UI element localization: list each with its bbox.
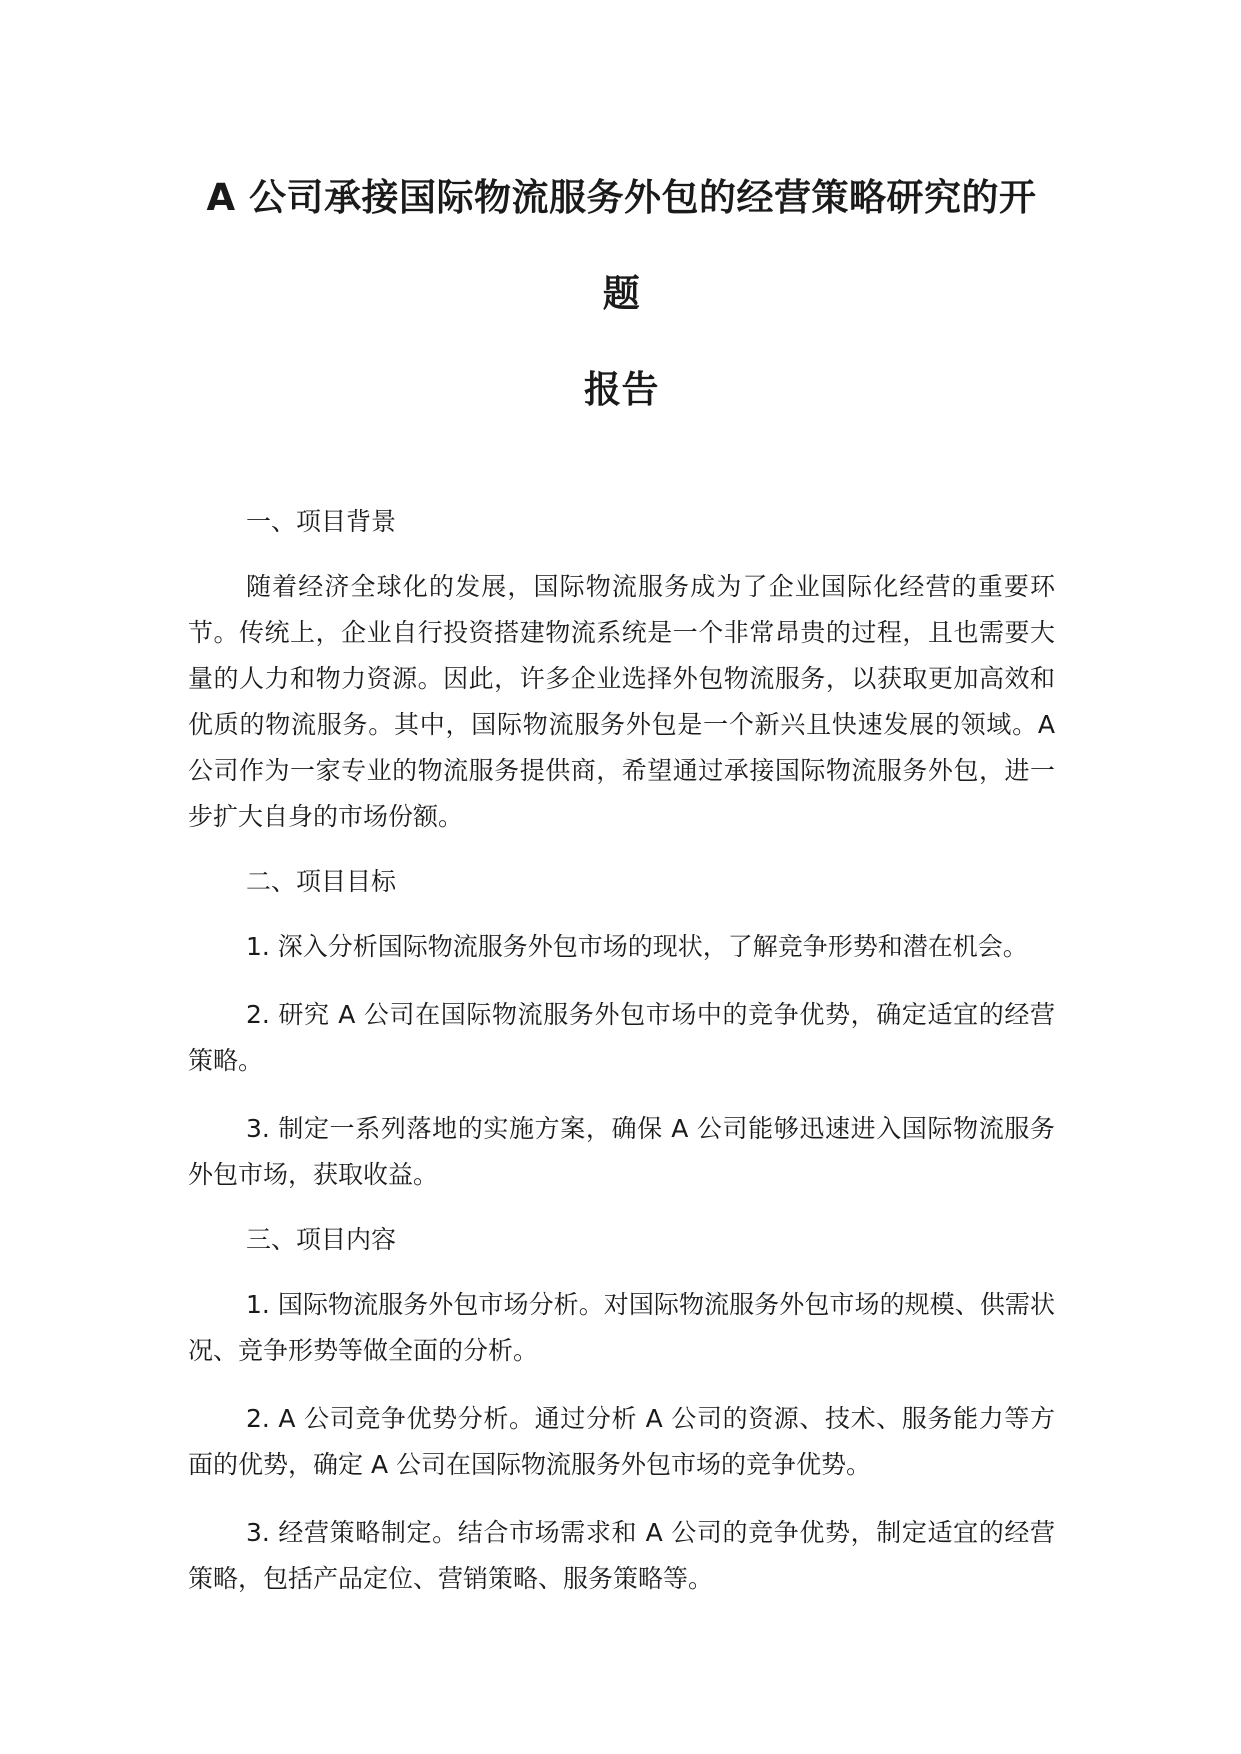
- section-goals: [188, 862, 1055, 1198]
- paragraph: 随着经济全球化的发展，国际物流服务成为了企业国际化经营的重要环节。传统上，企业自行投资搭建物流系统是一个非常昂贵的过程，且也需要大量的人力和物力资源。因此，许多企业选择外包物流服务，以获取更加高效和优质的物流服务。其中，国际物流服务外包是一个新兴且快速发展的领域。A 公司作为一家专业的物流服务提供商，希望通过承接国际物流服务外包，进一步扩大自身的市场份额。: [188, 572, 1055, 831]
- paragraph: 3. 经营策略制定。结合市场需求和 A 公司的竞争优势，制定适宜的经营策略，包括产品定位、营销策略、服务策略等。: [188, 1518, 1055, 1593]
- document-title-line-2: 报告: [584, 368, 659, 411]
- section-heading: 二、项目目标: [246, 867, 397, 896]
- paragraph: 1. 国际物流服务外包市场分析。对国际物流服务外包市场的规模、供需状况、竞争形势等做全面的分析。: [188, 1290, 1055, 1365]
- document-title: [188, 150, 1055, 438]
- document-title-line-1: A 公司承接国际物流服务外包的经营策略研究的开题: [206, 176, 1037, 315]
- section-content: [188, 1220, 1055, 1602]
- section-heading: 三、项目内容: [246, 1225, 397, 1254]
- paragraph: 3. 制定一系列落地的实施方案，确保 A 公司能够迅速进入国际物流服务外包市场，获取收益。: [188, 1114, 1055, 1189]
- section-heading: 一、项目背景: [246, 507, 397, 536]
- paragraph: 1. 深入分析国际物流服务外包市场的现状，了解竞争形势和潜在机会。: [246, 932, 1028, 961]
- paragraph: 2. A 公司竞争优势分析。通过分析 A 公司的资源、技术、服务能力等方面的优势，确定 A 公司在国际物流服务外包市场的竞争优势。: [188, 1404, 1055, 1479]
- section-background: [188, 502, 1055, 840]
- paragraph: 2. 研究 A 公司在国际物流服务外包市场中的竞争优势，确定适宜的经营策略。: [188, 1000, 1055, 1075]
